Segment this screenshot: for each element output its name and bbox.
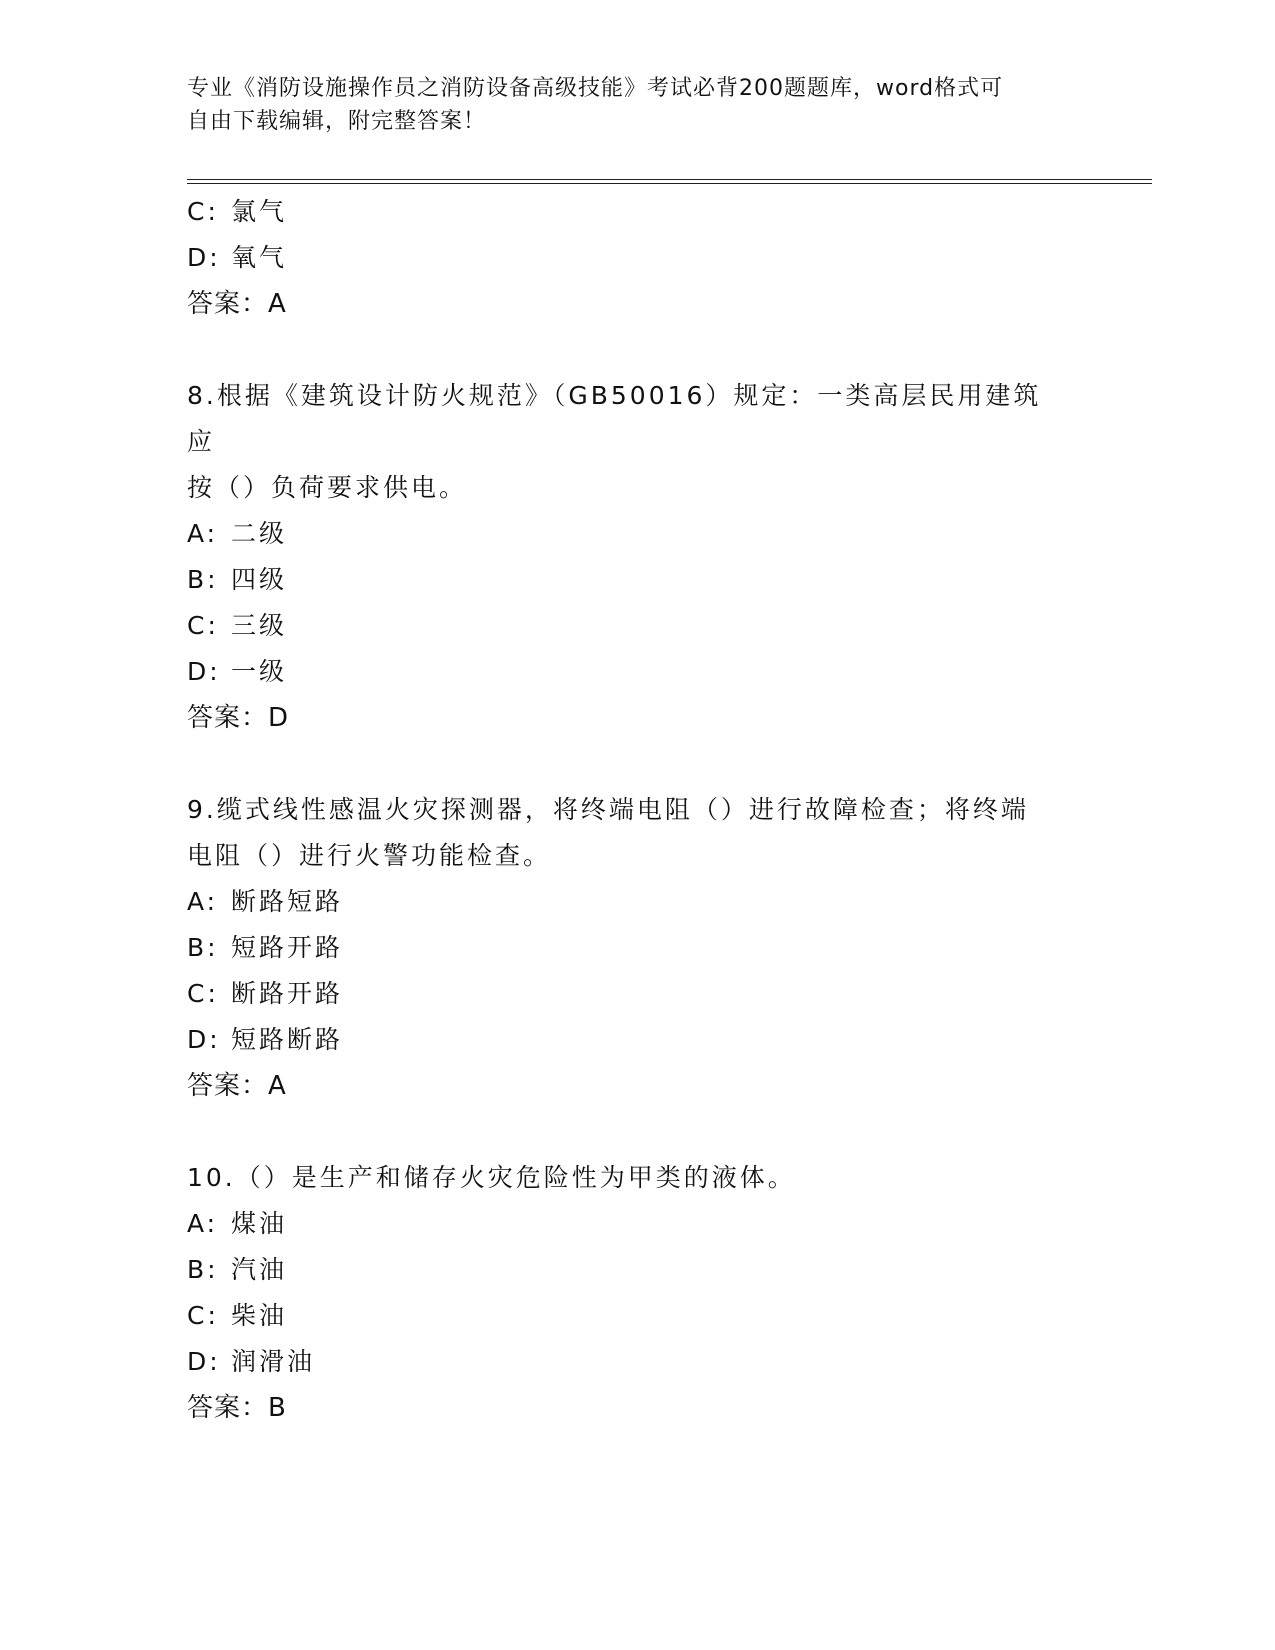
spacer (187, 1109, 1087, 1155)
option-text: 短路开路 (231, 933, 344, 962)
option-text: 润滑油 (231, 1347, 316, 1376)
option-text: 柴油 (231, 1301, 288, 1330)
option-key: D: (187, 1025, 221, 1054)
option-c (187, 971, 1087, 1017)
option-key: D: (187, 657, 221, 686)
answer-line: 答案：A (187, 1071, 287, 1101)
option-a (187, 879, 1087, 925)
option-key: D: (187, 1347, 221, 1376)
question-8 (187, 373, 1087, 741)
option-text: 二级 (231, 519, 288, 548)
option-d (187, 1339, 1087, 1385)
question-stem (187, 1155, 1067, 1201)
option-key: A: (187, 1209, 219, 1238)
option-text: 煤油 (231, 1209, 288, 1238)
question-list (187, 189, 1087, 1431)
header-line-2: 自由下载编辑，附完整答案！ (187, 109, 487, 134)
option-key: C: (187, 979, 219, 1008)
question-stem (187, 787, 1067, 879)
option-a (187, 1201, 1087, 1247)
option-c (187, 1293, 1087, 1339)
question-stem-line-1: 8.根据《建筑设计防火规范》（GB50016）规定：一类高层民用建筑应 (187, 381, 1042, 456)
answer-line: 答案：D (187, 703, 290, 733)
header-divider-top (187, 179, 1152, 180)
option-text: 四级 (231, 565, 288, 594)
option-text: 短路断路 (231, 1025, 344, 1054)
spacer (187, 327, 1087, 373)
option-b (187, 1247, 1087, 1293)
question-stem-line-1: 9.缆式线性感温火灾探测器，将终端电阻（）进行故障检查；将终端 (187, 795, 1029, 824)
option-d (187, 1017, 1087, 1063)
option-a (187, 511, 1087, 557)
question-stem-line-2: 电阻（）进行火警功能检查。 (187, 841, 552, 870)
header-line-1: 专业《消防设施操作员之消防设备高级技能》考试必背200题题库，word格式可 (187, 76, 1004, 101)
option-text: 汽油 (231, 1255, 288, 1284)
option-text: 断路开路 (231, 979, 344, 1008)
option-key: C: (187, 611, 219, 640)
option-b (187, 925, 1087, 971)
question-continued (187, 189, 1087, 327)
document-header (187, 72, 1067, 138)
spacer (187, 741, 1087, 787)
option-key: A: (187, 887, 219, 916)
option-text: 氧气 (231, 243, 288, 272)
question-10 (187, 1155, 1087, 1431)
question-stem-line-2: 按（）负荷要求供电。 (187, 473, 468, 502)
answer-line: 答案：A (187, 289, 287, 319)
option-key: B: (187, 1255, 219, 1284)
option-text: 三级 (231, 611, 288, 640)
question-stem-line-1: 10.（）是生产和储存火灾危险性为甲类的液体。 (187, 1163, 796, 1192)
option-key: B: (187, 565, 219, 594)
option-d (187, 649, 1087, 695)
option-key: A: (187, 519, 219, 548)
option-text: 断路短路 (231, 887, 344, 916)
option-key: D: (187, 243, 221, 272)
option-key: B: (187, 933, 219, 962)
answer-line: 答案：B (187, 1393, 287, 1423)
header-divider-bottom (187, 183, 1152, 184)
option-key: C: (187, 197, 219, 226)
option-key: C: (187, 1301, 219, 1330)
option-c (187, 189, 1087, 235)
option-text: 一级 (231, 657, 288, 686)
question-stem (187, 373, 1067, 511)
option-text: 氯气 (231, 197, 288, 226)
question-9 (187, 787, 1087, 1109)
option-d (187, 235, 1087, 281)
option-b (187, 557, 1087, 603)
option-c (187, 603, 1087, 649)
